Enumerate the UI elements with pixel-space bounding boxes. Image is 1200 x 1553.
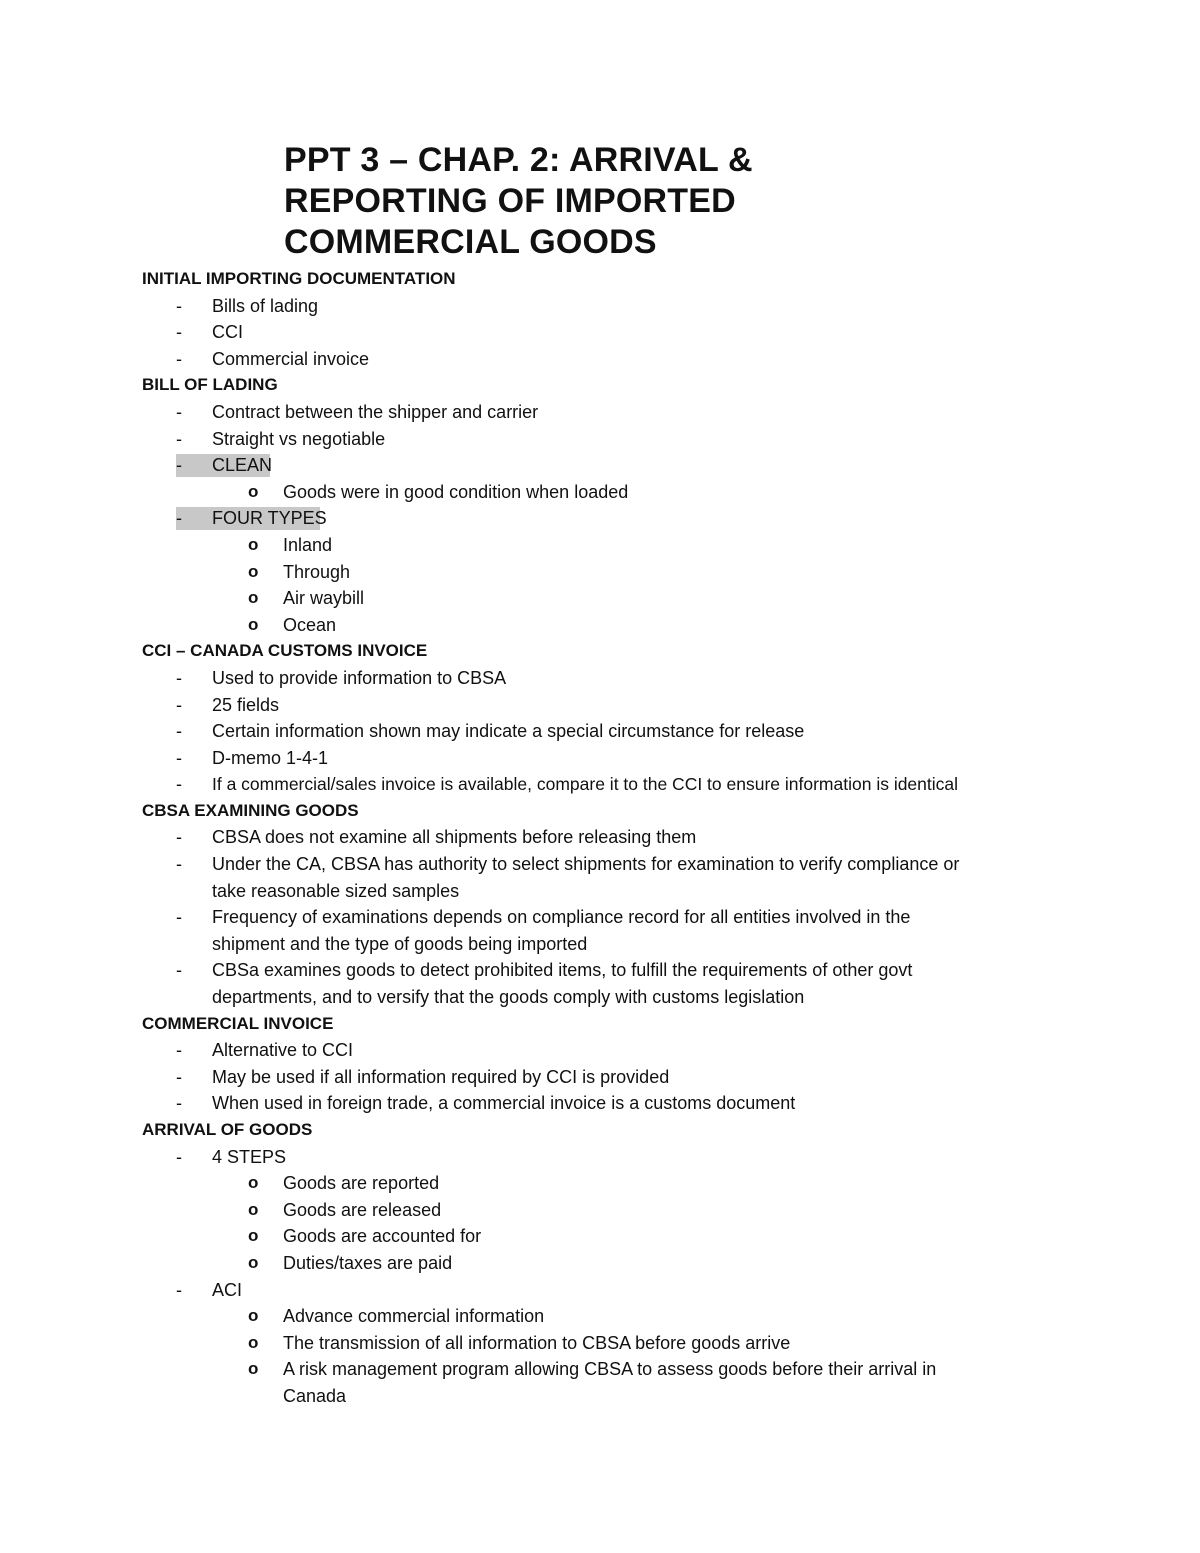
list-item-highlighted: - CLEAN [0,452,1200,479]
list-item: - 25 fields [0,692,1200,719]
bullet-marker: o [248,534,259,554]
bullet-marker: o [248,1306,259,1326]
dash-marker: - [176,747,182,768]
bullet-marker: o [248,561,259,581]
bullet-marker: o [248,1173,259,1193]
dash-marker: - [176,1040,182,1061]
list-item-continuation: take reasonable sized samples [212,880,460,901]
dash-marker: - [176,348,182,369]
sub-list-item: o Air waybill [0,585,1200,612]
page-title [284,140,984,263]
sub-list-item: o Goods are reported [0,1170,1200,1197]
list-item: - Alternative to CCI [0,1037,1200,1064]
list-item: - Frequency of examinations depends on compliance record for all entities involved in the [0,904,1200,931]
sub-list-item: o A risk management program allowing CBSA to assess goods before their arrival in [0,1356,1200,1383]
list-item: - Commercial invoice [0,346,1200,373]
dash-marker: - [176,667,182,688]
dash-marker: - [176,1093,182,1114]
bullet-marker: o [248,1226,259,1246]
bullet-marker: o [248,614,259,634]
section-heading-arrival: ARRIVAL OF GOODS [142,1120,313,1139]
list-item: - Under the CA, CBSA has authority to select shipments for examination to verify compliance or [0,851,1200,878]
dash-marker: - [176,1279,182,1300]
sub-list-item: o Ocean [0,612,1200,639]
sub-list-item: o Duties/taxes are paid [0,1250,1200,1277]
dash-marker: - [176,1146,182,1167]
sub-list-item: o Goods were in good condition when loaded [0,479,1200,506]
dash-marker: - [176,322,182,343]
title-line-3: COMMERCIAL GOODS [284,223,657,261]
dash-marker: - [176,827,182,848]
sub-list-item-continuation: Canada [283,1385,347,1406]
dash-marker: - [176,907,182,928]
list-item: - D-memo 1-4-1 [0,745,1200,772]
dash-marker: - [176,960,182,981]
bullet-marker: o [248,481,259,501]
list-item: - Used to provide information to CBSA [0,665,1200,692]
list-item: - 4 STEPS [0,1144,1200,1171]
list-item: - May be used if all information required by CCI is provided [0,1064,1200,1091]
bullet-marker: o [248,1332,259,1352]
sub-list-item: o Advance commercial information [0,1303,1200,1330]
list-item: - Bills of lading [0,293,1200,320]
dash-marker: - [176,721,182,742]
list-item: - When used in foreign trade, a commercial invoice is a customs document [0,1090,1200,1117]
list-item: - CBSa examines goods to detect prohibited items, to fulfill the requirements of other govt [0,957,1200,984]
dash-marker: - [176,508,182,529]
dash-marker: - [176,295,182,316]
list-item: - Certain information shown may indicate a special circumstance for release [0,718,1200,745]
list-item-continuation: shipment and the type of goods being imported [212,933,588,954]
section-heading-examining: CBSA EXAMINING GOODS [142,800,359,820]
list-item: - CBSA does not examine all shipments before releasing them [0,824,1200,851]
sub-list-item: o Inland [0,532,1200,559]
bullet-marker: o [248,1359,259,1379]
list-item-highlighted: - FOUR TYPES [0,505,1200,532]
dash-marker: - [176,455,182,476]
dash-marker: - [176,774,182,795]
section-heading-initial: INITIAL IMPORTING DOCUMENTATION [142,269,456,288]
list-item-continuation: departments, and to versify that the goods comply with customs legislation [212,987,805,1008]
sub-list-item: o Through [0,559,1200,586]
list-item: - Straight vs negotiable [0,426,1200,453]
dash-marker: - [176,854,182,875]
section-heading-cci: CCI – CANADA CUSTOMS INVOICE [142,641,428,661]
section-heading-commercial-invoice: COMMERCIAL INVOICE [142,1013,334,1033]
dash-marker: - [176,401,182,422]
bullet-marker: o [248,1199,259,1219]
bullet-marker: o [248,1252,259,1272]
list-item: - CCI [0,319,1200,346]
title-line-1: PPT 3 – CHAP. 2: ARRIVAL & [284,141,753,179]
list-item: - Contract between the shipper and carrier [0,399,1200,426]
dash-marker: - [176,1066,182,1087]
list-item: - If a commercial/sales invoice is available, compare it to the CCI to ensure information is identical [0,771,1200,798]
sub-list-item: o The transmission of all information to CBSA before goods arrive [0,1330,1200,1357]
document-body [0,266,1200,1410]
bullet-marker: o [248,588,259,608]
sub-list-item: o Goods are accounted for [0,1223,1200,1250]
list-item: - ACI [0,1277,1200,1304]
dash-marker: - [176,694,182,715]
section-heading-bill-of-lading: BILL OF LADING [142,375,278,395]
sub-list-item: o Goods are released [0,1197,1200,1224]
title-line-2: REPORTING OF IMPORTED [284,182,736,220]
dash-marker: - [176,428,182,449]
